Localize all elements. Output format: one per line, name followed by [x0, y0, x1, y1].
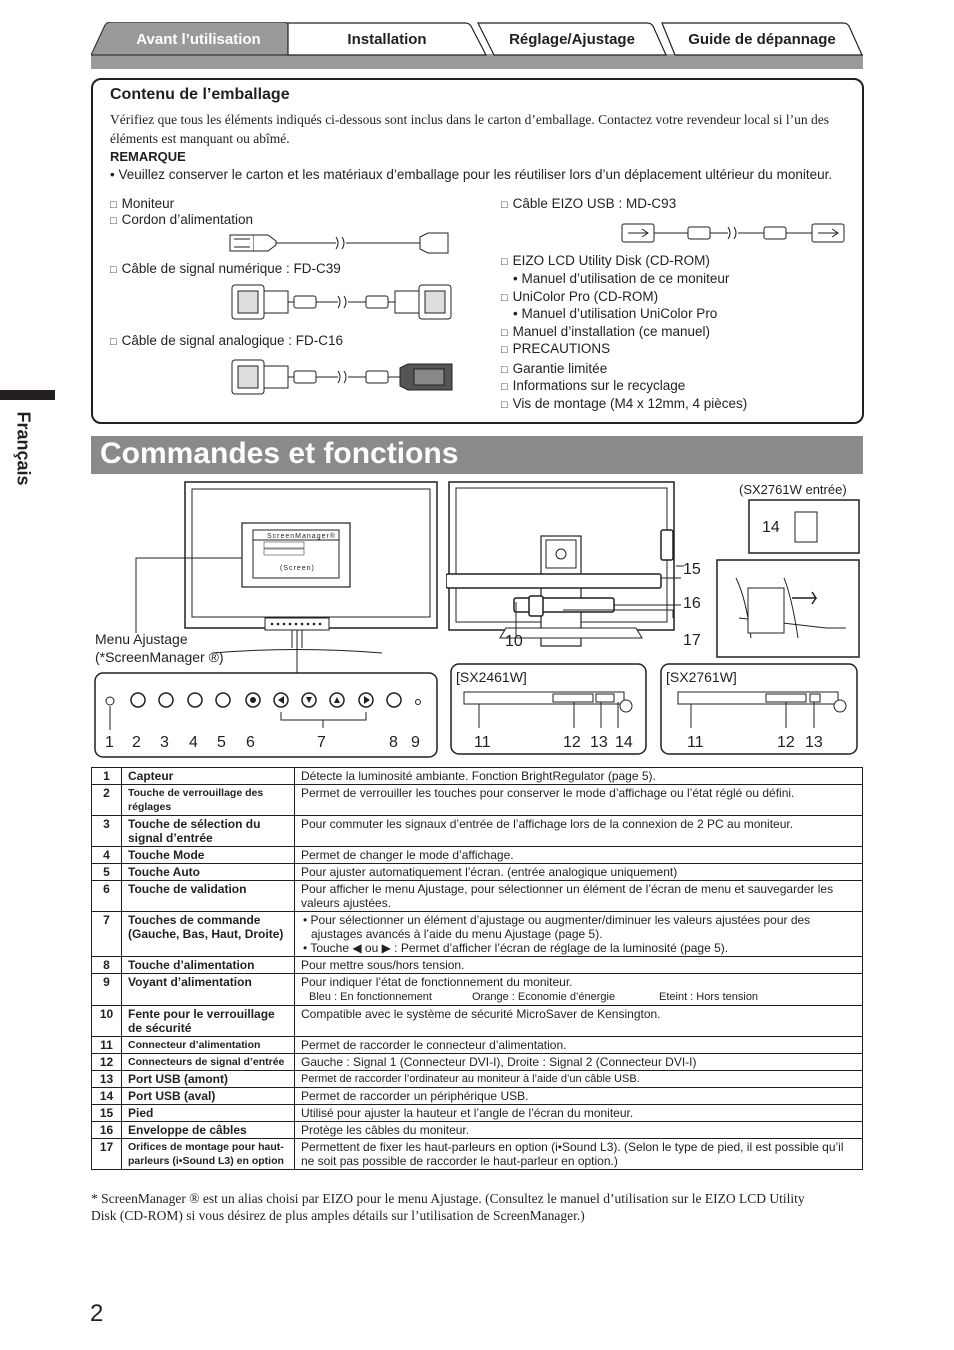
row-description: Pour commuter les signaux d’entrée de l’affichage lors de la connexion de 2 PC au moniteur.	[295, 816, 863, 847]
item-label: UniColor Pro (CD-ROM)	[512, 289, 659, 304]
item-label: Cordon d’alimentation	[121, 212, 253, 227]
item-label: EIZO LCD Utility Disk (CD-ROM)	[512, 253, 710, 268]
table-row	[92, 1054, 863, 1071]
tab-label: Guide de dépannage	[688, 31, 836, 48]
table-row	[92, 1105, 863, 1122]
osd-title: ScreenManager®	[267, 533, 336, 540]
section-header	[91, 436, 863, 474]
row-name: Port USB (amont)	[122, 1071, 295, 1088]
row-number: 14	[92, 1088, 122, 1105]
osd-item: (Screen)	[280, 565, 315, 572]
table-row	[92, 864, 863, 881]
row-name: Touche de sélection du signal d’entrée	[122, 816, 295, 847]
item-user-manual	[513, 271, 729, 286]
item-label: Garantie limitée	[512, 361, 608, 376]
language-tab	[10, 406, 50, 496]
tab-avant-utilisation[interactable]	[91, 22, 306, 55]
row-number: 9	[92, 974, 122, 1006]
callout-6: 6	[246, 734, 255, 751]
row-name: Touche Auto	[122, 864, 295, 881]
item-screws	[501, 396, 747, 411]
callout-11b: 11	[687, 734, 704, 751]
status-off: Eteint : Hors tension	[659, 991, 759, 1003]
row-name: Connecteurs de signal d’entrée	[122, 1054, 295, 1071]
tab-label: Réglage/Ajustage	[509, 31, 635, 48]
description-line: Pour indiquer l’état de fonctionnement du moniteur.	[301, 975, 573, 989]
callout-15: 15	[683, 561, 701, 578]
sx2761w-input-label: (SX2761W entrée)	[739, 482, 847, 497]
callout-13a: 13	[590, 734, 608, 751]
tab-bar	[91, 22, 863, 70]
digital-cable-icon	[230, 283, 455, 323]
row-name: Orifices de montage pour haut-parleurs (i•Sound L3) en option	[122, 1139, 295, 1170]
row-name: Enveloppe de câbles	[122, 1122, 295, 1139]
item-power-cord	[110, 212, 253, 227]
row-number: 7	[92, 912, 122, 957]
tab-installation[interactable]	[287, 22, 487, 55]
table-row	[92, 912, 863, 957]
row-description	[295, 912, 863, 957]
usb-cable-icon	[620, 220, 850, 246]
row-name: Capteur	[122, 768, 295, 785]
table-row	[92, 974, 863, 1006]
tab-label: Installation	[347, 31, 427, 48]
tab-label: Avant l’utilisation	[136, 31, 261, 48]
item-label: Câble de signal analogique : FD-C16	[121, 333, 344, 348]
table-row	[92, 1139, 863, 1170]
checkbox-icon: □	[110, 199, 117, 211]
callout-12a: 12	[563, 734, 581, 751]
item-label: PRECAUTIONS	[512, 341, 611, 356]
tab-strip	[91, 54, 863, 69]
callout-13b: 13	[805, 734, 823, 751]
tab-reglage-ajustage[interactable]	[477, 22, 667, 55]
checkbox-icon: □	[501, 364, 508, 376]
row-number: 13	[92, 1071, 122, 1088]
row-number: 4	[92, 847, 122, 864]
analog-cable-icon	[230, 358, 455, 398]
row-number: 15	[92, 1105, 122, 1122]
row-number: 6	[92, 881, 122, 912]
item-label: Câble de signal numérique : FD-C39	[121, 261, 341, 276]
note-title: REMARQUE	[110, 149, 186, 164]
callout-14-top: 14	[762, 519, 780, 536]
row-description: Pour afficher le menu Ajustage, pour sélectionner un élément de l’écran de menu et sauvegarder les valeurs ajustées.	[295, 881, 863, 912]
sx2761w-label: [SX2761W]	[666, 669, 737, 685]
table-row	[92, 1037, 863, 1054]
item-precautions	[501, 341, 610, 356]
sx2461w-label: [SX2461W]	[456, 669, 527, 685]
row-number: 5	[92, 864, 122, 881]
page-number: 2	[90, 1300, 104, 1327]
callout-7: 7	[317, 734, 326, 751]
row-number: 3	[92, 816, 122, 847]
language-label: Français	[13, 411, 34, 486]
callout-14a: 14	[615, 734, 633, 751]
checkbox-icon: □	[501, 399, 508, 411]
row-description	[295, 974, 863, 1006]
item-unicolor-manual	[513, 306, 717, 321]
callout-1: 1	[105, 734, 114, 751]
row-description: Gauche : Signal 1 (Connecteur DVI-I), Droite : Signal 2 (Connecteur DVI-I)	[295, 1054, 863, 1071]
row-description: Protège les câbles du moniteur.	[295, 1122, 863, 1139]
checkbox-icon: □	[501, 344, 508, 356]
controls-table	[91, 767, 863, 1170]
item-label: Informations sur le recyclage	[512, 378, 686, 393]
description-line: • Pour sélectionner un élément d’ajustage ou augmenter/diminuer les valeurs ajustées pour des ajustages avancés à l’aide du menu Ajustage (page 5).	[303, 913, 811, 941]
checkbox-icon: □	[110, 215, 117, 227]
section-title: Commandes et fonctions	[100, 437, 459, 470]
package-contents-box	[91, 78, 864, 424]
menu-ajustage-label: Menu Ajustage	[95, 631, 188, 647]
item-usb-cable	[501, 196, 676, 211]
callout-10: 10	[505, 633, 523, 650]
row-number: 1	[92, 768, 122, 785]
row-description: Détecte la luminosité ambiante. Fonction BrightRegulator (page 5).	[295, 768, 863, 785]
row-number: 17	[92, 1139, 122, 1170]
checkbox-icon: □	[501, 292, 508, 304]
status-orange: Orange : Economie d’énergie	[472, 991, 616, 1003]
table-row	[92, 1122, 863, 1139]
callout-11a: 11	[474, 734, 491, 751]
item-utility-disk	[501, 253, 710, 268]
footnote-mark: *	[91, 1191, 98, 1206]
callout-12b: 12	[777, 734, 795, 751]
item-label: Vis de montage (M4 x 12mm, 4 pièces)	[512, 396, 748, 411]
footnote-text: ScreenManager ® est un alias choisi par EIZO pour le menu Ajustage. (Consultez le manuel d’utilisation sur le EIZO LCD Utility Disk (CD-ROM) si vous désirez de plus amples détails sur l’utilisation de ScreenManager.)	[91, 1191, 805, 1223]
checkbox-icon: □	[110, 336, 117, 348]
item-unicolor-pro	[501, 289, 658, 304]
power-cord-icon	[228, 228, 458, 258]
callout-8: 8	[389, 734, 398, 751]
item-warranty	[501, 361, 607, 376]
language-marker	[0, 390, 55, 400]
row-description: Pour mettre sous/hors tension.	[295, 957, 863, 974]
checkbox-icon: □	[501, 327, 508, 339]
screenmanager-label: (*ScreenManager ®)	[95, 649, 224, 665]
row-number: 2	[92, 785, 122, 816]
note-text: • Veuillez conserver le carton et les matériaux d’emballage pour les réutiliser lors d’un déplacement ultérieur du moniteur.	[110, 167, 833, 182]
row-number: 16	[92, 1122, 122, 1139]
item-digital-cable	[110, 261, 341, 276]
table-row	[92, 881, 863, 912]
item-analog-cable	[110, 333, 343, 348]
item-label: • Manuel d’utilisation UniColor Pro	[513, 306, 718, 321]
row-description: Pour ajuster automatiquement l’écran. (entrée analogique uniquement)	[295, 864, 863, 881]
row-name: Touche d’alimentation	[122, 957, 295, 974]
row-description: Permet de changer le mode d’affichage.	[295, 847, 863, 864]
table-row	[92, 785, 863, 816]
row-number: 10	[92, 1006, 122, 1037]
item-setup-manual	[501, 324, 710, 339]
item-label: Câble EIZO USB : MD-C93	[512, 196, 677, 211]
callout-17: 17	[683, 632, 701, 649]
checkbox-icon: □	[501, 256, 508, 268]
item-label: • Manuel d’utilisation de ce moniteur	[513, 271, 730, 286]
tab-guide-depannage[interactable]	[661, 22, 863, 55]
row-name: Touche de validation	[122, 881, 295, 912]
row-description: Compatible avec le système de sécurité MicroSaver de Kensington.	[295, 1006, 863, 1037]
item-recycling	[501, 378, 685, 393]
status-blue: Bleu : En fonctionnement	[309, 991, 432, 1003]
item-monitor	[110, 196, 174, 211]
row-number: 12	[92, 1054, 122, 1071]
row-number: 8	[92, 957, 122, 974]
callout-9: 9	[411, 734, 420, 751]
rear-view-diagram	[446, 478, 862, 760]
checkbox-icon: □	[501, 199, 508, 211]
callout-2: 2	[132, 734, 141, 751]
item-label: Manuel d’installation (ce manuel)	[512, 324, 711, 339]
row-description: Permet de raccorder un périphérique USB.	[295, 1088, 863, 1105]
row-description: Utilisé pour ajuster la hauteur et l’angle de l’écran du moniteur.	[295, 1105, 863, 1122]
table-row	[92, 1071, 863, 1088]
row-number: 11	[92, 1037, 122, 1054]
status-legend	[301, 989, 856, 1004]
checkbox-icon: □	[501, 381, 508, 393]
row-name: Voyant d’alimentation	[122, 974, 295, 1006]
row-description: Permet de raccorder le connecteur d’alimentation.	[295, 1037, 863, 1054]
table-row	[92, 847, 863, 864]
row-name: Touches de commande (Gauche, Bas, Haut, Droite)	[122, 912, 295, 957]
table-row	[92, 768, 863, 785]
front-view-diagram	[92, 478, 442, 760]
callout-5: 5	[217, 734, 226, 751]
callout-3: 3	[160, 734, 169, 751]
checkbox-icon: □	[110, 264, 117, 276]
row-description: Permettent de fixer les haut-parleurs en option (i•Sound L3). (Selon le type de pied, il est possible qu’il ne soit pas possible de raccorder le haut-parleur en option.)	[295, 1139, 863, 1170]
row-name: Fente pour le verrouillage de sécurité	[122, 1006, 295, 1037]
row-name: Pied	[122, 1105, 295, 1122]
description-line: • Touche ◀ ou ▶ : Permet d’afficher l’écran de réglage de la luminosité (page 5).	[303, 941, 729, 955]
row-name: Touche de verrouillage des réglages	[122, 785, 295, 816]
callout-4: 4	[189, 734, 198, 751]
row-name: Port USB (aval)	[122, 1088, 295, 1105]
row-description: Permet de verrouiller les touches pour conserver le mode d’affichage ou l’état réglé ou défini.	[295, 785, 863, 816]
footnote	[91, 1190, 831, 1224]
package-title: Contenu de l’emballage	[110, 86, 290, 103]
row-name: Touche Mode	[122, 847, 295, 864]
row-description: Permet de raccorder l’ordinateur au moniteur à l’aide d’un câble USB.	[295, 1071, 863, 1088]
table-row	[92, 816, 863, 847]
row-name: Connecteur d’alimentation	[122, 1037, 295, 1054]
table-row	[92, 1006, 863, 1037]
table-row	[92, 1088, 863, 1105]
callout-16: 16	[683, 595, 701, 612]
package-intro: Vérifiez que tous les éléments indiqués ci-dessous sont inclus dans le carton d’emballage. Contactez votre revendeur local si l’un des éléments est manquant ou abîmé.	[110, 112, 830, 146]
table-row	[92, 957, 863, 974]
item-label: Moniteur	[121, 196, 175, 211]
